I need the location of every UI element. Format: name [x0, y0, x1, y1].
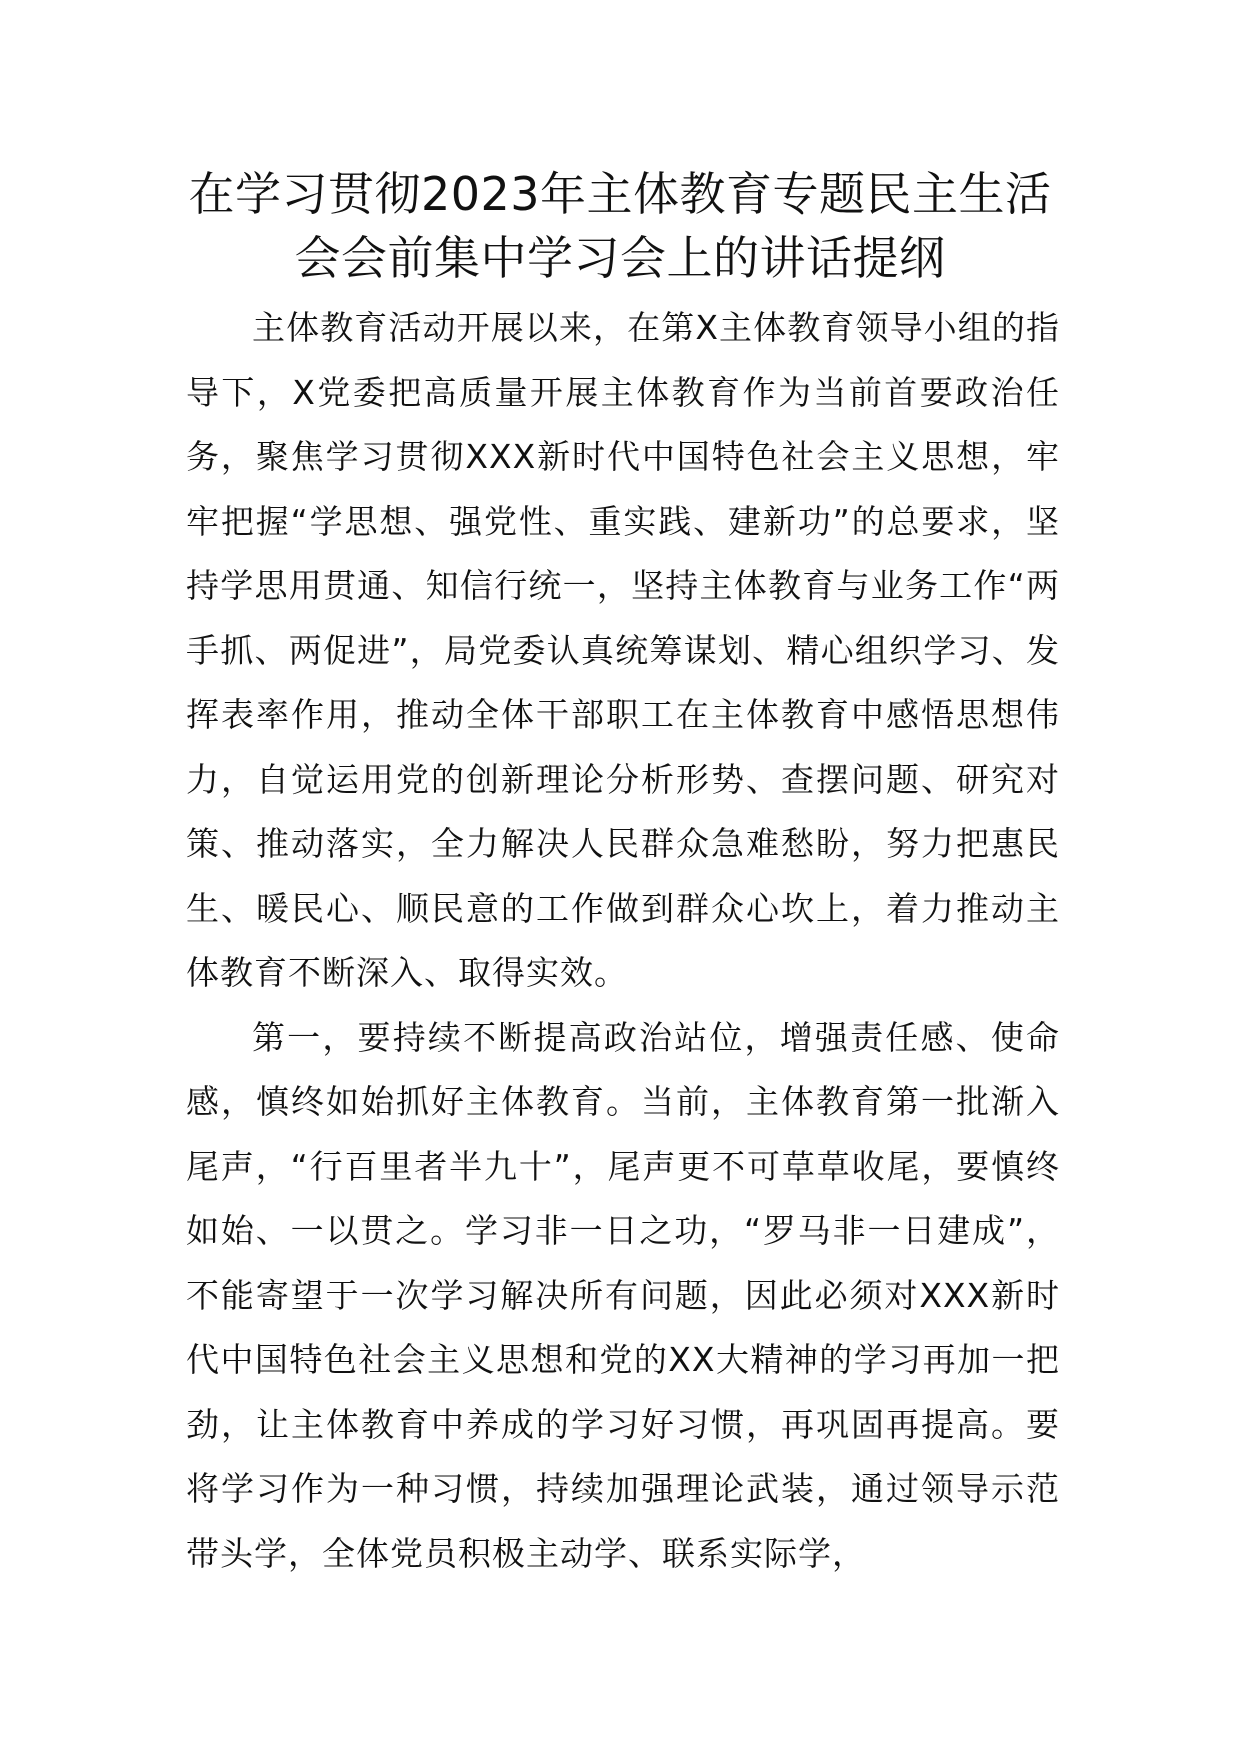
paragraph-intro: 主体教育活动开展以来，在第X主体教育领导小组的指导下，X党委把高质量开展主体教育作为当前首要政治任务，聚焦学习贯彻XXX新时代中国特色社会主义思想，牢牢把握“学思想、强党性、重实践、建新功”的总要求，坚持学思用贯通、知信行统一，坚持主体教育与业务工作“两手抓、两促进”，局党委认真统筹谋划、精心组织学习、发挥表率作用，推动全体干部职工在主体教育中感悟思想伟力，自觉运用党的创新理论分析形势、查摆问题、研究对策、推动落实，全力解决人民群众急难愁盼，努力把惠民生、暖民心、顺民意的工作做到群众心坎上，着力推动主体教育不断深入、取得实效。	[186, 308, 1060, 992]
document-body	[186, 296, 1060, 1586]
title-line-1: 在学习贯彻2023年主体教育专题民主生活	[188, 167, 1052, 221]
title-line-2: 会会前集中学习会上的讲话提纲	[294, 231, 946, 285]
paragraph-first-point: 第一，要持续不断提高政治站位，增强责任感、使命感，慎终如始抓好主体教育。当前，主体教育第一批渐入尾声，“行百里者半九十”，尾声更不可草草收尾，要慎终如始、一以贯之。学习非一日之功，“罗马非一日建成”，不能寄望于一次学习解决所有问题，因此必须对XXX新时代中国特色社会主义思想和党的XX大精神的学习再加一把劲，让主体教育中养成的学习好习惯，再巩固再提高。要将学习作为一种习惯，持续加强理论武装，通过领导示范带头学，全体党员积极主动学、联系实际学，	[186, 1017, 1060, 1573]
document-title	[150, 162, 1090, 290]
